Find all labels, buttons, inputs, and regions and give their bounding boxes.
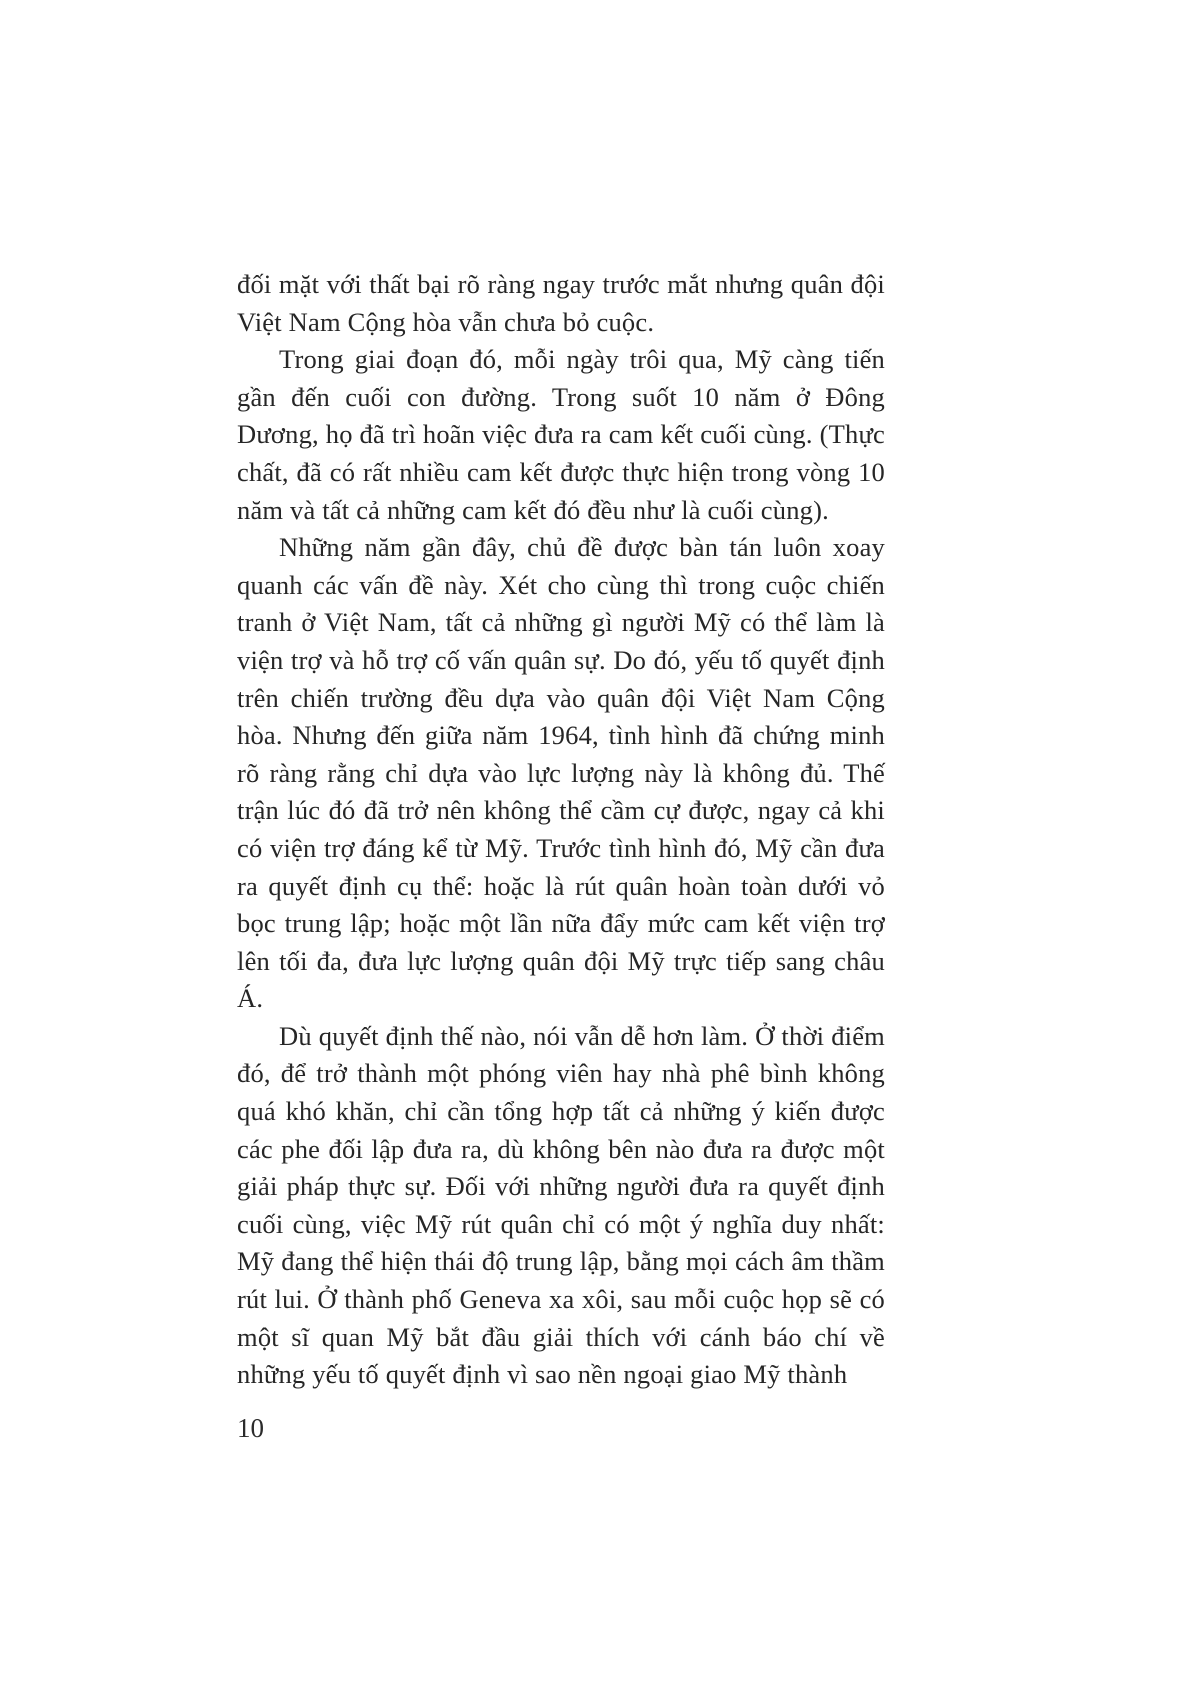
paragraph-3: Những năm gần đây, chủ đề được bàn tán luôn xoay quanh các vấn đề này. Xét cho cùng thì trong cuộc chiến tranh ở Việt Nam, tất cả những gì người Mỹ có thể làm là viện trợ và hỗ trợ cố vấn quân sự. Do đó, yếu tố quyết định trên chiến trường đều dựa vào quân đội Việt Nam Cộng hòa. Nhưng đến giữa năm 1964, tình hình đã chứng minh rõ ràng rằng chỉ dựa vào lực lượng này là không đủ. Thế trận lúc đó đã trở nên không thể cầm cự được, ngay cả khi có viện trợ đáng kể từ Mỹ. Trước tình hình đó, Mỹ cần đưa ra quyết định cụ thể: hoặc là rút quân hoàn toàn dưới vỏ bọc trung lập; hoặc một lần nữa đẩy mức cam kết viện trợ lên tối đa, đưa lực lượng quân đội Mỹ trực tiếp sang châu Á. [237,532,885,1014]
paragraph-4: Dù quyết định thế nào, nói vẫn dễ hơn làm. Ở thời điểm đó, để trở thành một phóng viên hay nhà phê bình không quá khó khăn, chỉ cần tổng hợp tất cả những ý kiến được các phe đối lập đưa ra, dù không bên nào đưa ra được một giải pháp thực sự. Đối với những người đưa ra quyết định cuối cùng, việc Mỹ rút quân chỉ có một ý nghĩa duy nhất: Mỹ đang thể hiện thái độ trung lập, bằng mọi cách âm thầm rút lui. Ở thành phố Geneva xa xôi, sau mỗi cuộc họp sẽ có một sĩ quan Mỹ bắt đầu giải thích với cánh báo chí về những yếu tố quyết định vì sao nền ngoại giao Mỹ thành [237,1020,885,1390]
page-number: 10 [237,1413,264,1443]
paragraph-continuation: đối mặt với thất bại rõ ràng ngay trước mắt nhưng quân đội Việt Nam Cộng hòa vẫn chưa bỏ cuộc. [237,269,885,337]
text-block [237,266,885,1394]
paragraph-2: Trong giai đoạn đó, mỗi ngày trôi qua, Mỹ càng tiến gần đến cuối con đường. Trong suốt 10 năm ở Đông Dương, họ đã trì hoãn việc đưa ra cam kết cuối cùng. (Thực chất, đã có rất nhiều cam kết được thực hiện trong vòng 10 năm và tất cả những cam kết đó đều như là cuối cùng). [237,344,885,525]
